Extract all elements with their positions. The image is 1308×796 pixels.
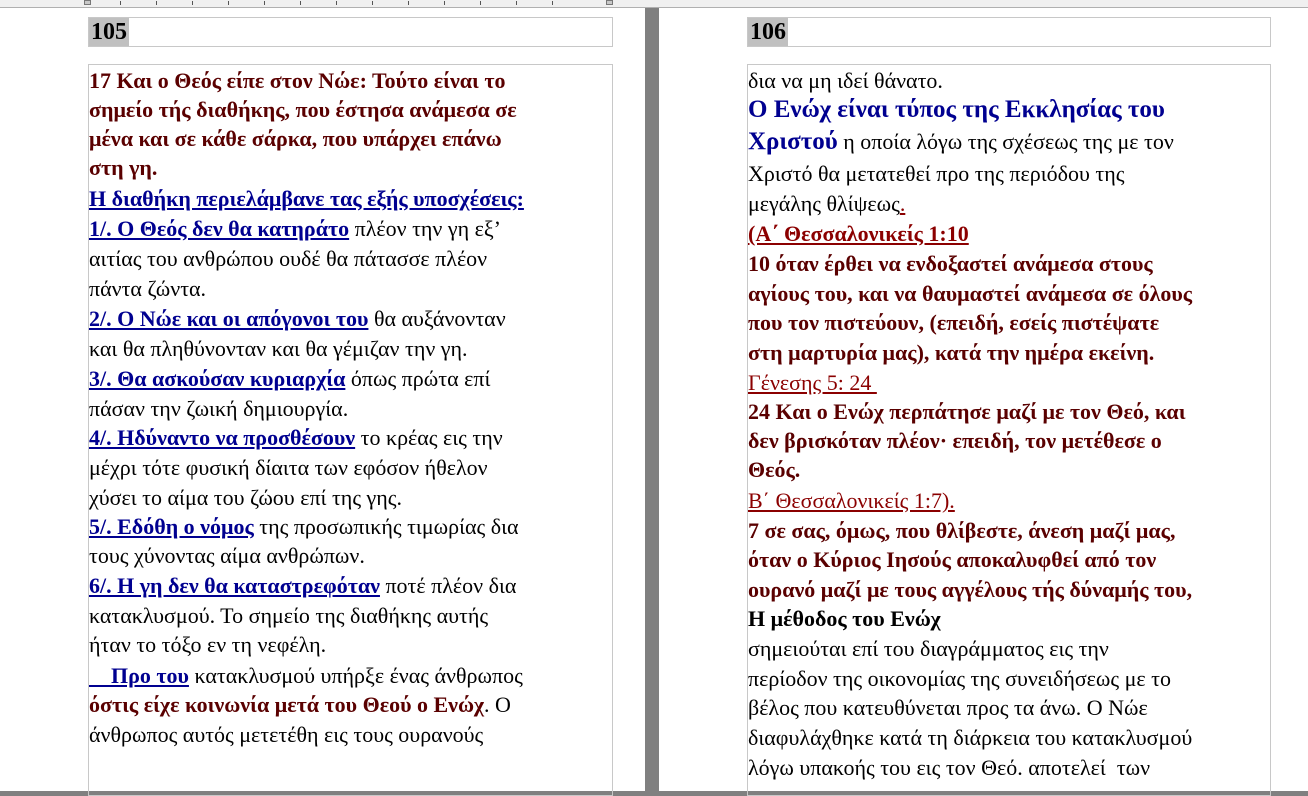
text-line: 10 όταν έρθει να ενδοξαστεί ανάμεσα στους <box>748 251 1153 276</box>
text-line: στη μαρτυρία μας), κατά την ημέρα εκείνη. <box>748 340 1155 365</box>
text-line: δια να μη ιδεί θάνατο. <box>748 68 943 93</box>
ruler-tick <box>120 1 121 5</box>
text-line: τους χύνοντας αίμα ανθρώπων. <box>89 543 365 568</box>
text-line: που τον πιστεύουν, (επειδή, εσείς πιστέψατε <box>748 310 1160 335</box>
text-line: κατακλυσμού. Το σημείο της διαθήκης αυτής <box>89 603 489 628</box>
text-line: Χριστού η οποία λόγω της σχέσεως της με τον <box>748 128 1174 155</box>
page-number: 105 <box>91 19 127 45</box>
text-line: λόγω υπακοής του εις τον Θεό. αποτελεί των <box>748 755 1151 780</box>
text-line: μένα και σε κάθε σάρκα, που υπάρχει επάνω <box>89 126 502 151</box>
text-line: χύσει το αίμα του ζώου επί της γης. <box>89 485 402 510</box>
text-line: δεν βρισκόταν πλέον· επειδή, τον μετέθεσε ο <box>748 428 1162 453</box>
scripture-reference: Γένεσης 5: 24 <box>748 370 877 395</box>
text-line: 1/. Ο Θεός δεν θα κατηράτο πλέον την γη εξ’ <box>89 216 501 241</box>
text-line: στη γη. <box>89 155 158 180</box>
ruler-tick <box>228 1 229 5</box>
text-line: 6/. Η γη δεν θα καταστρεφόταν ποτέ πλέον δια <box>89 573 517 598</box>
ruler-tick <box>408 1 409 5</box>
page-105 <box>0 8 645 791</box>
section-heading: Ο Ενώχ είναι τύπος της Εκκλησίας του <box>748 96 1165 123</box>
text-line: σημειούται επί του διαγράμματος εις την <box>748 636 1109 661</box>
ruler-margin-marker[interactable] <box>606 0 613 5</box>
text-line: αιτίας του ανθρώπου ουδέ θα πάτασσε πλέον <box>89 246 488 271</box>
text-line: όστις είχε κοινωνία μετά του Θεού ο Ενώχ. Ο <box>89 692 511 717</box>
text-frame[interactable] <box>747 64 1271 796</box>
text-frame[interactable] <box>88 64 613 796</box>
text-line: 4/. Ηδύναντο να προσθέσουν το κρέας εις την <box>89 425 503 450</box>
text-line: 24 Και ο Ενώχ περπάτησε μαζί με τον Θεό, και <box>748 399 1186 424</box>
text-line: Προ του κατακλυσμού υπήρξε ένας άνθρωπος <box>89 663 523 688</box>
ruler-tick <box>480 1 481 5</box>
ruler-tick <box>552 1 553 5</box>
text-line: πάντα ζώντα. <box>89 276 207 301</box>
ruler-tick <box>516 1 517 5</box>
text-line: ήταν το τόξο εν τη νεφέλη. <box>89 632 327 657</box>
ruler-tick <box>300 1 301 5</box>
text-line: διαφυλάχθηκε κατά τη διάρκεια του κατακλυσμού <box>748 725 1193 750</box>
text-line: πάσαν την ζωική δημιουργία. <box>89 396 349 421</box>
text-line: Χριστό θα μετατεθεί προ της περιόδου της <box>748 161 1125 186</box>
section-heading: Η μέθοδος του Ενώχ <box>748 606 941 631</box>
text-line: μεγάλης θλίψεως. <box>748 191 906 216</box>
text-line: 5/. Εδόθη ο νόμος της προσωπικής τιμωρίας δια <box>89 514 519 539</box>
text-line: άνθρωπος αυτός μετετέθη εις τους ουρανούς <box>89 722 484 747</box>
scripture-reference: (Α΄ Θεσσαλονικείς 1:10 <box>748 221 969 246</box>
text-line: και θα πληθύνονταν και θα γέμιζαν την γη. <box>89 336 468 361</box>
ruler-tick <box>156 1 157 5</box>
text-line: μέχρι τότε φυσική δίαιτα των εφόσον ήθελον <box>89 455 488 480</box>
text-line: 2/. Ο Νώε και οι απόγονοι του θα αυξάνονταν <box>89 306 506 331</box>
ruler-tick <box>192 1 193 5</box>
text-line: ουρανό μαζί με τους αγγέλους τής δύναμής του, <box>748 577 1193 602</box>
header-frame[interactable] <box>88 17 613 47</box>
text-line: σημείο τής διαθήκης, που έστησα ανάμεσα σε <box>89 97 517 122</box>
text-line: Θεός. <box>748 457 801 482</box>
section-heading: Η διαθήκη περιελάμβανε τας εξής υποσχέσεις: <box>89 186 524 211</box>
text-line: περίοδον της οικονομίας της συνειδήσεως με το <box>748 666 1171 691</box>
text-line: 3/. Θα ασκούσαν κυριαρχία όπως πρώτα επί <box>89 366 491 391</box>
text-line: 7 σε σας, όμως, που θλίβεστε, άνεση μαζί μας, <box>748 518 1176 543</box>
page-106 <box>659 8 1308 791</box>
horizontal-ruler <box>0 0 1308 8</box>
ruler-tick <box>336 1 337 5</box>
scripture-reference: Β΄ Θεσσαλονικείς 1:7). <box>748 488 955 513</box>
text-line: 17 Και ο Θεός είπε στον Νώε: Τούτο είναι το <box>89 68 506 93</box>
ruler-tick <box>444 1 445 5</box>
header-frame[interactable] <box>747 17 1271 47</box>
text-line: όταν ο Κύριος Ιησούς αποκαλυφθεί από τον <box>748 547 1157 572</box>
ruler-margin-marker[interactable] <box>84 0 91 5</box>
page-number: 106 <box>750 19 786 45</box>
ruler-tick <box>372 1 373 5</box>
ruler-tick <box>264 1 265 5</box>
text-line: αγίους του, και να θαυμαστεί ανάμεσα σε όλους <box>748 281 1193 306</box>
text-line: βέλος που κατευθύνεται προς τα άνω. Ο Νώε <box>748 695 1148 720</box>
